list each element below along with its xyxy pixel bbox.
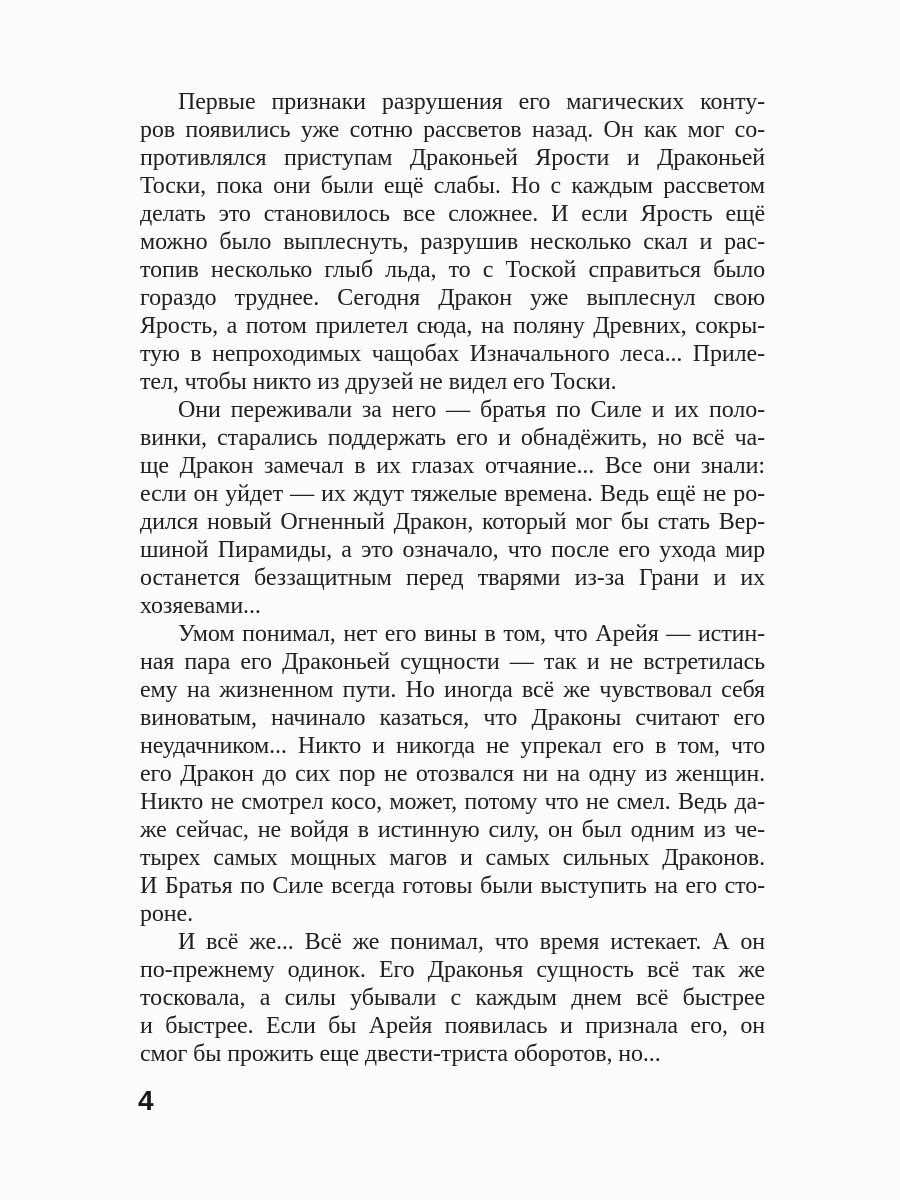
text-line: можно было выплеснуть, разрушив несколько скал и рас-: [140, 229, 765, 255]
text-line: Никто не смотрел косо, может, потому что не смел. Ведь да-: [140, 789, 765, 815]
text-line: гораздо труднее. Сегодня Дракон уже выплеснул свою: [140, 285, 765, 311]
text-line: противлялся приступам Драконьей Ярости и Драконьей: [140, 145, 765, 171]
text-line: роне.: [140, 901, 193, 927]
text-line: И Братья по Силе всегда готовы были выступить на его сто-: [140, 873, 765, 899]
text-line: дился новый Огненный Дракон, который мог бы стать Вер-: [140, 509, 765, 535]
text-line: виноватым, начинало казаться, что Драконы считают его: [140, 705, 765, 731]
text-line: неудачником... Никто и никогда не упрекал его в том, что: [140, 733, 765, 759]
text-block: [140, 88, 765, 1068]
text-line: винки, старались поддержать его и обнадёжить, но всё ча-: [140, 425, 765, 451]
paragraph: [140, 928, 765, 1068]
text-line: смог бы прожить еще двести-триста оборотов, но...: [140, 1041, 661, 1067]
text-line: тую в непроходимых чащобах Изначального леса... Приле-: [140, 341, 765, 367]
text-line: тырех самых мощных магов и самых сильных Драконов.: [140, 845, 765, 871]
text-line: делать это становилось все сложнее. И если Ярость ещё: [140, 201, 765, 227]
text-line: Они переживали за него — братья по Силе и их поло-: [178, 397, 765, 423]
page-number: 4: [138, 1085, 154, 1116]
text-line: И всё же... Всё же понимал, что время истекает. А он: [178, 929, 765, 955]
text-line: ще Дракон замечал в их глазах отчаяние... Все они знали:: [140, 453, 765, 479]
text-line: его Дракон до сих пор не отозвался ни на одну из женщин.: [140, 761, 765, 787]
text-line: если он уйдет — их ждут тяжелые времена. Ведь ещё не ро-: [140, 481, 765, 507]
text-line: ему на жизненном пути. Но иногда всё же чувствовал себя: [140, 677, 765, 703]
text-line: Ярость, а потом прилетел сюда, на поляну Древних, сокры-: [140, 313, 765, 339]
text-line: Первые признаки разрушения его магических конту-: [178, 89, 765, 115]
text-line: топив несколько глыб льда, то с Тоской справиться было: [140, 257, 765, 283]
text-line: тел, чтобы никто из друзей не видел его Тоски.: [140, 369, 617, 395]
text-line: ров появились уже сотню рассветов назад. Он как мог со-: [140, 117, 765, 143]
text-line: ная пара его Драконьей сущности — так и не встретилась: [140, 649, 765, 675]
text-line: хозяевами...: [140, 593, 261, 619]
text-line: же сейчас, не войдя в истинную силу, он был одним из че-: [140, 817, 765, 843]
text-line: Тоски, пока они были ещё слабы. Но с каждым рассветом: [140, 173, 765, 199]
paragraph: [140, 620, 765, 928]
paragraph: [140, 88, 765, 396]
text-line: Умом понимал, нет его вины в том, что Арейя — истин-: [178, 621, 765, 647]
text-line: тосковала, а силы убывали с каждым днем всё быстрее: [140, 985, 765, 1011]
text-line: и быстрее. Если бы Арейя появилась и признала его, он: [140, 1013, 765, 1039]
paragraph: [140, 396, 765, 620]
text-line: шиной Пирамиды, а это означало, что после его ухода мир: [140, 537, 765, 563]
text-line: по-прежнему одинок. Его Драконья сущность всё так же: [140, 957, 765, 983]
text-line: останется беззащитным перед тварями из-за Грани и их: [140, 565, 765, 591]
